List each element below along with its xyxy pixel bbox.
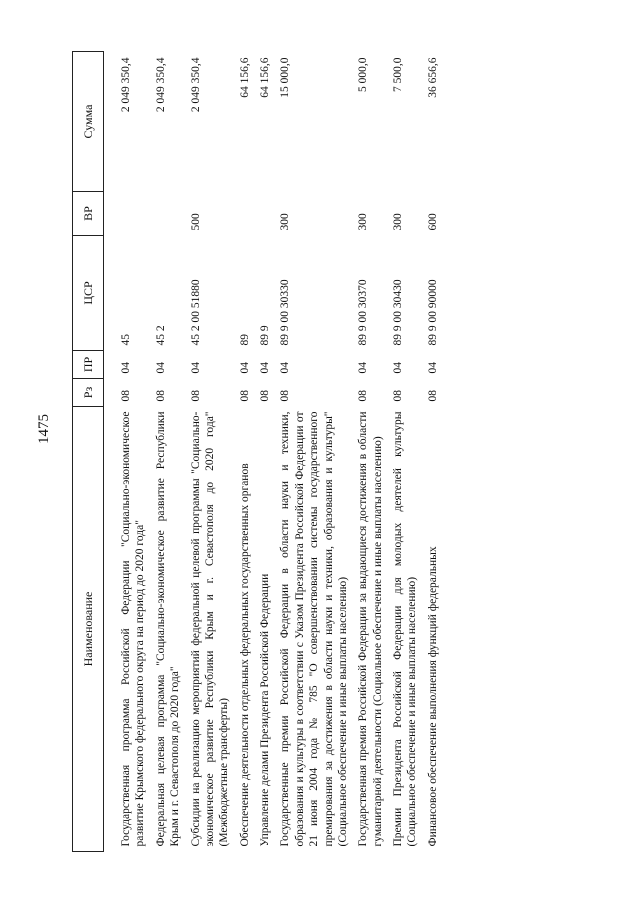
row-sum: 36 656,6 bbox=[426, 57, 439, 98]
table-row bbox=[388, 52, 423, 852]
header-sum: Сумма bbox=[73, 52, 104, 192]
header-rz: Рз bbox=[73, 379, 104, 407]
row-rz: 08 bbox=[120, 390, 132, 402]
row-pr: 04 bbox=[238, 362, 251, 374]
table-row bbox=[151, 52, 186, 852]
row-rz: 08 bbox=[392, 390, 404, 402]
row-csr: 89 9 00 30370 bbox=[357, 279, 370, 346]
table-row bbox=[116, 52, 151, 852]
row-pr: 04 bbox=[357, 362, 370, 374]
row-vr bbox=[151, 192, 186, 236]
header-csr: ЦСР bbox=[73, 236, 104, 351]
row-rz: 08 bbox=[154, 390, 167, 402]
row-name: Обеспечение деятельности отдельных федеральных государственных органов bbox=[238, 463, 251, 847]
row-vr bbox=[255, 192, 275, 236]
row-name: Федеральная целевая программа "Социально-экономическое развитие Республики Крым и г. Севастополя до 2020 года" bbox=[154, 411, 182, 847]
row-name: Государственная программа Российской Федерации "Социально-экономическое развитие Крымского федерального округа на период до 2020 года" bbox=[120, 411, 147, 847]
row-sum: 64 156,6 bbox=[238, 57, 251, 98]
row-sum: 64 156,6 bbox=[259, 57, 271, 98]
row-vr: 300 bbox=[392, 213, 404, 231]
table-row bbox=[353, 52, 388, 852]
row-csr: 89 9 00 30430 bbox=[392, 279, 404, 346]
row-vr: 600 bbox=[426, 213, 439, 231]
row-rz: 08 bbox=[426, 390, 439, 402]
row-name: Государственная премия Российской Федерации за выдающиеся достижения в области гуманитарной деятельности (Социальное обеспечение и иные выплаты населению) bbox=[357, 411, 384, 847]
row-csr: 89 bbox=[238, 334, 251, 346]
row-pr: 04 bbox=[392, 362, 404, 374]
row-csr: 89 9 00 30330 bbox=[279, 279, 292, 346]
row-name: Управление делами Президента Российской Федерации bbox=[259, 573, 271, 847]
row-vr: 500 bbox=[189, 213, 202, 231]
row-sum: 7 500,0 bbox=[392, 57, 404, 92]
row-sum: 15 000,0 bbox=[279, 57, 292, 98]
row-vr: 300 bbox=[357, 213, 370, 231]
header-pr: ПР bbox=[73, 351, 104, 379]
row-csr: 89 9 00 90000 bbox=[426, 279, 439, 346]
row-pr: 04 bbox=[154, 362, 167, 374]
row-rz: 08 bbox=[238, 390, 251, 402]
table-header-row bbox=[73, 52, 104, 852]
table-row bbox=[423, 52, 443, 852]
row-pr: 04 bbox=[426, 362, 439, 374]
row-vr bbox=[116, 192, 151, 236]
row-pr: 04 bbox=[279, 362, 292, 374]
row-name: Субсидии на реализацию мероприятий федеральной целевой программы "Социально-экономическое развитие Республики Крым и г. Севастополя до 2020 года" (Межбюджетные трансферты) bbox=[189, 411, 231, 847]
table-row bbox=[275, 52, 353, 852]
row-pr: 04 bbox=[189, 362, 202, 374]
budget-table-page bbox=[72, 52, 612, 852]
row-sum: 2 049 350,4 bbox=[189, 57, 202, 113]
row-rz: 08 bbox=[189, 390, 202, 402]
budget-table bbox=[72, 51, 443, 852]
row-sum: 2 049 350,4 bbox=[154, 57, 167, 113]
row-rz: 08 bbox=[357, 390, 370, 402]
table-row bbox=[186, 52, 235, 852]
row-rz: 08 bbox=[259, 390, 271, 402]
header-vr: ВР bbox=[73, 192, 104, 236]
row-name: Государственные премии Российской Федерации в области науки и техники, образования и культуры в соответствии с Указом Президента Российской Федерации от 21 июня 2004 года № 785 "О совершенствовании системы государственного премирования за достижения в области науки и техники, образования и культуры" (Социальное обеспечение и иные выплаты населению) bbox=[279, 411, 349, 847]
table-row bbox=[255, 52, 275, 852]
table-row bbox=[235, 52, 255, 852]
header-name: Наименование bbox=[73, 407, 104, 852]
row-name: Финансовое обеспечение выполнения функций федеральных bbox=[426, 546, 439, 847]
page-number: 1475 bbox=[36, 414, 52, 444]
row-name: Премии Президента Российской Федерации для молодых деятелей культуры (Социальное обеспечение и иные выплаты населению) bbox=[392, 411, 419, 847]
row-csr: 45 2 00 51880 bbox=[189, 279, 202, 346]
row-csr: 89 9 bbox=[259, 325, 271, 346]
row-pr: 04 bbox=[259, 362, 271, 374]
row-rz: 08 bbox=[279, 390, 292, 402]
row-vr: 300 bbox=[279, 213, 292, 231]
row-sum: 5 000,0 bbox=[357, 57, 370, 92]
row-pr: 04 bbox=[120, 362, 132, 374]
row-csr: 45 bbox=[120, 334, 132, 346]
row-sum: 2 049 350,4 bbox=[120, 57, 132, 113]
row-vr bbox=[235, 192, 255, 236]
row-csr: 45 2 bbox=[154, 325, 167, 346]
